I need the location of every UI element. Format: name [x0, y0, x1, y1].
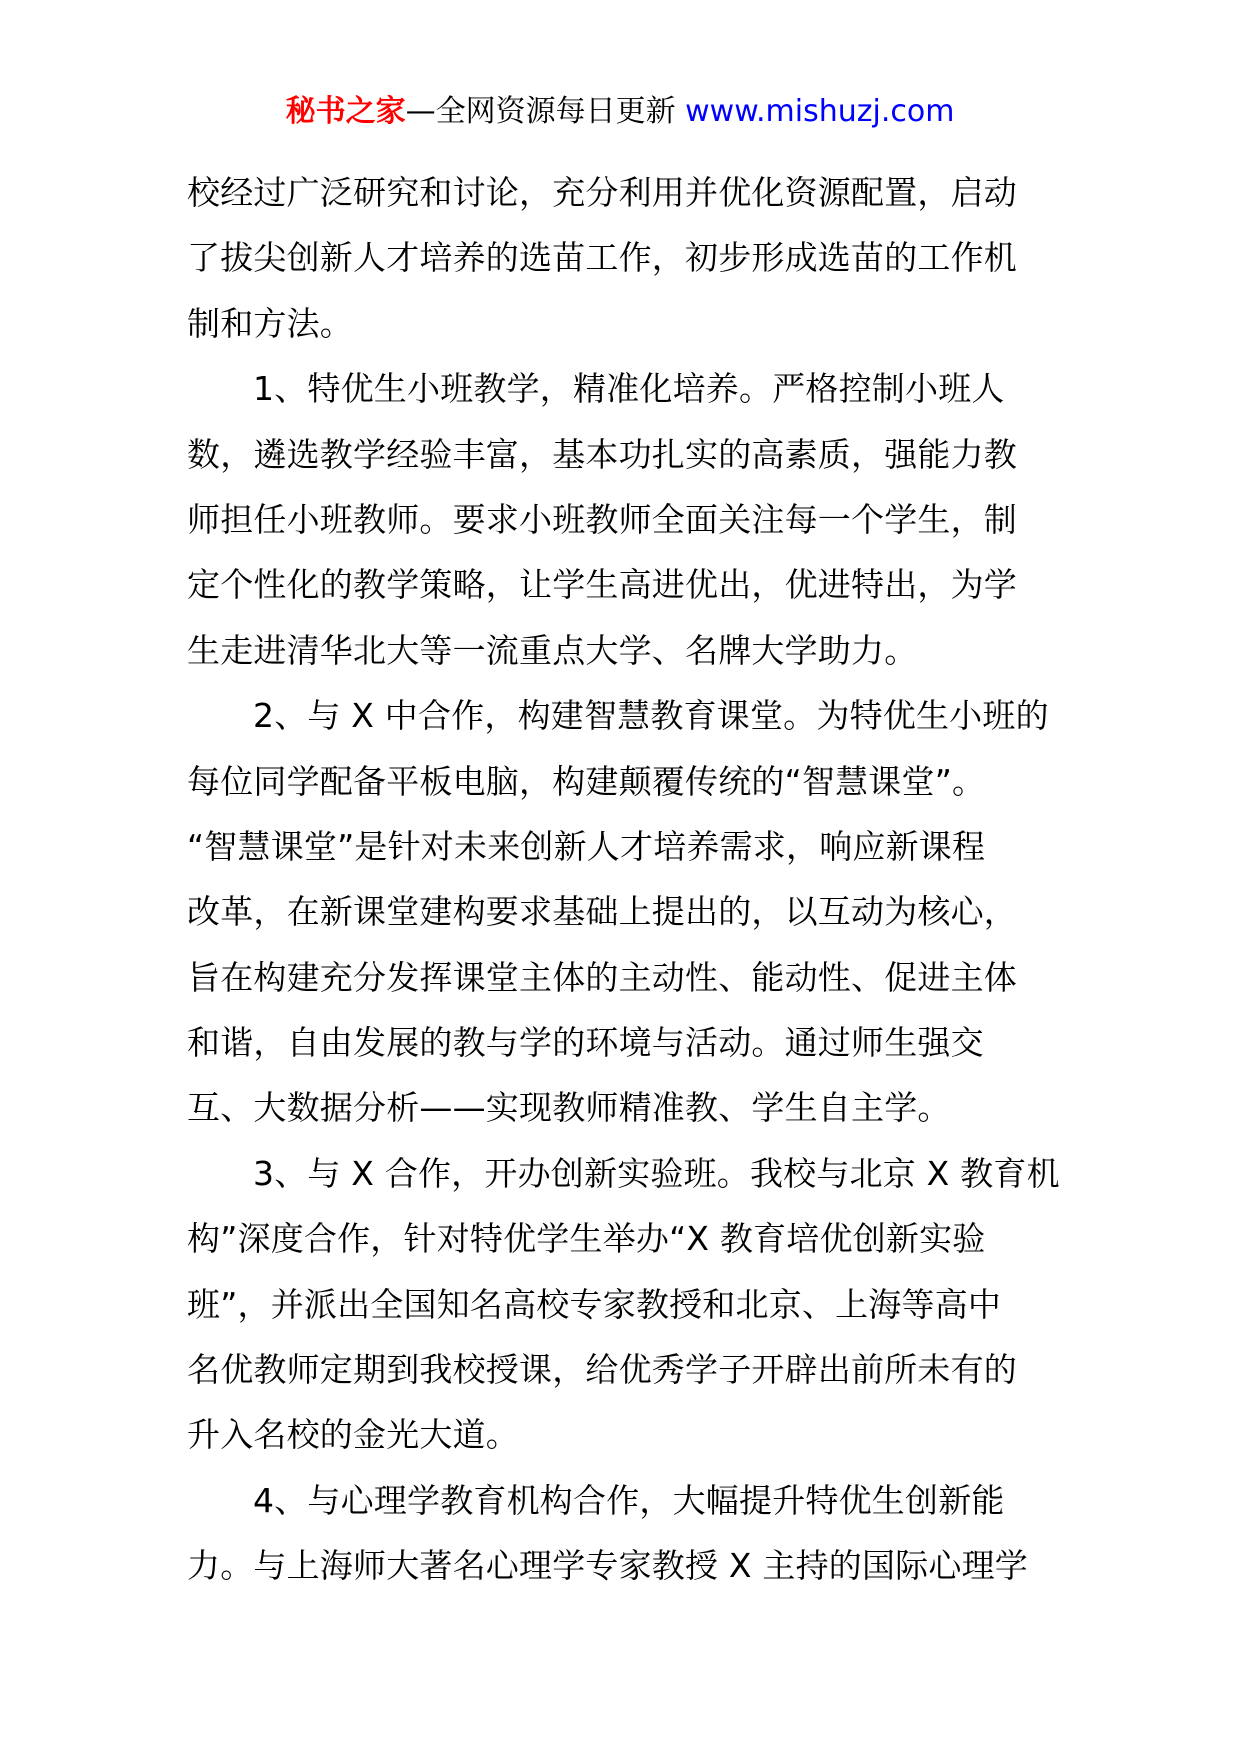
brand-name: 秘书之家	[285, 94, 406, 129]
text-line: 名优教师定期到我校授课，给优秀学子开辟出前所未有的	[187, 1350, 1017, 1390]
text-line: 力。与上海师大著名心理学专家教授 X 主持的国际心理学	[187, 1546, 1028, 1586]
paragraph-1-start: 1、特优生小班教学，精准化培养。严格控制小班人	[253, 369, 1005, 409]
paragraph-2-start: 2、与 X 中合作，构建智慧教育课堂。为特优生小班的	[253, 696, 1049, 736]
text-line: 和谐，自由发展的教与学的环境与活动。通过师生强交	[187, 1023, 984, 1063]
text-line: 班”，并派出全国知名高校专家教授和北京、上海等高中	[187, 1284, 1002, 1324]
text-line: 互、大数据分析——实现教师精准教、学生自主学。	[187, 1088, 951, 1128]
text-line: 定个性化的教学策略，让学生高进优出，优进特出，为学	[187, 565, 1017, 605]
text-line: 制和方法。	[187, 303, 353, 343]
text-line: 师担任小班教师。要求小班教师全面关注每一个学生，制	[187, 499, 1017, 539]
text-line: 校经过广泛研究和讨论，充分利用并优化资源配置，启动	[187, 173, 1017, 212]
header-tagline: —全网资源每日更新	[405, 94, 686, 129]
text-line: 了拔尖创新人才培养的选苗工作，初步形成选苗的工作机	[187, 238, 1017, 278]
text-line: 构”深度合作，针对特优学生举办“X 教育培优创新实验	[187, 1219, 986, 1259]
text-line: 生走进清华北大等一流重点大学、名牌大学助力。	[187, 630, 918, 670]
text-line: “智慧课堂”是针对未来创新人才培养需求，响应新课程	[187, 826, 986, 866]
text-line: 改革，在新课堂建构要求基础上提出的，以互动为核心，	[187, 892, 1017, 932]
text-line: 升入名校的金光大道。	[187, 1415, 519, 1455]
text-line: 数，遴选教学经验丰富，基本功扎实的高素质，强能力教	[187, 434, 1017, 474]
website-link[interactable]: www.mishuzj.com	[685, 94, 955, 129]
text-line: 旨在构建充分发挥课堂主体的主动性、能动性、促进主体	[187, 957, 1017, 997]
page-header	[0, 92, 1240, 132]
paragraph-3-start: 3、与 X 合作，开办创新实验班。我校与北京 X 教育机	[253, 1153, 1060, 1193]
document-body	[187, 160, 1060, 1599]
paragraph-4-start: 4、与心理学教育机构合作，大幅提升特优生创新能	[253, 1480, 1005, 1520]
text-line: 每位同学配备平板电脑，构建颠覆传统的“智慧课堂”。	[187, 761, 986, 801]
